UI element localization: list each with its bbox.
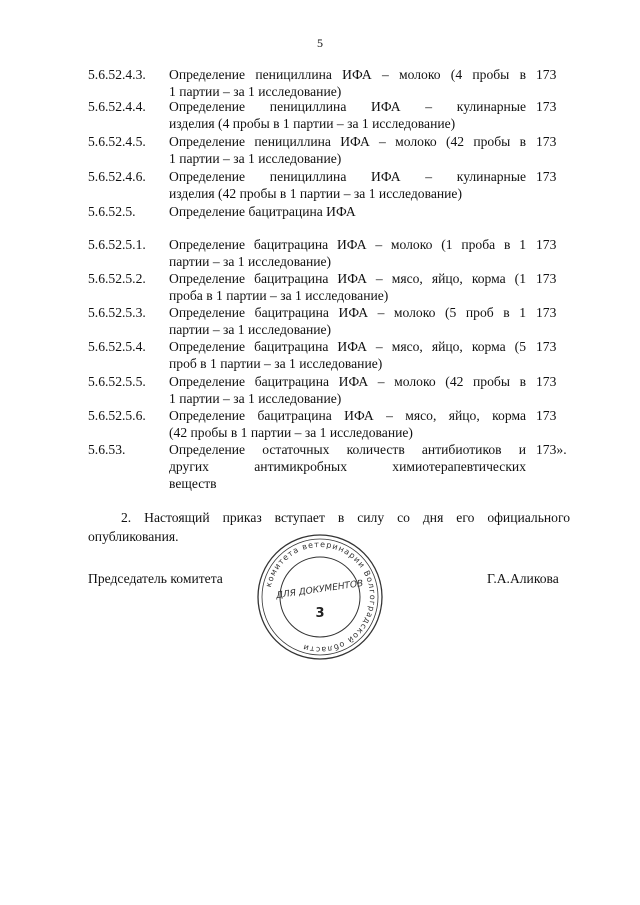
description-line: Определение пенициллина ИФА – кулинарные [169,99,526,114]
description-line: Определение бацитрацина ИФА – мясо, яйцо, корма [169,408,526,423]
description-line: изделия (42 пробы в 1 партии – за 1 исследование) [169,186,462,201]
description-line: Определение пенициллина ИФА – кулинарные [169,169,526,184]
item-code: 5.6.52.4.3. [88,67,146,82]
item-description [169,236,526,270]
paragraph-line: опубликования. [88,529,179,544]
description-line: веществ [169,476,217,491]
item-price: 173 [536,271,557,286]
description-line: Определение пенициллина ИФА – молоко (4 пробы в [169,67,526,82]
item-description [169,441,526,492]
item-code: 5.6.52.5.6. [88,408,146,423]
description-line: партии – за 1 исследование) [169,254,332,269]
description-line: проб в 1 партии – за 1 исследование) [169,356,383,371]
description-line: Определение бацитрацина ИФА – мясо, яйцо, корма (1 [169,271,526,286]
item-description [169,270,526,304]
item-price: 173 [536,134,557,149]
description-line: других антимикробных химиотерапевтических [169,459,526,474]
item-description [169,98,526,132]
item-description [169,66,526,100]
description-line: 1 партии – за 1 исследование) [169,151,342,166]
stamp-middle-text: ДЛЯ ДОКУМЕНТОВ [275,578,364,602]
description-line: Определение бацитрацина ИФА – молоко (1 проба в 1 [169,237,526,252]
description-line: (42 пробы в 1 партии – за 1 исследование) [169,425,413,440]
description-line: 1 партии – за 1 исследование) [169,84,342,99]
description-line: Определение бацитрацина ИФА – молоко (42 пробы в [169,374,526,389]
item-description [169,338,526,372]
item-description [169,168,526,202]
item-code: 5.6.52.4.4. [88,99,146,114]
item-description [169,304,526,338]
description-line: изделия (4 пробы в 1 партии – за 1 исследование) [169,116,456,131]
page-number: 5 [317,36,323,50]
item-code: 5.6.52.5.2. [88,271,146,286]
item-price: 173 [536,305,557,320]
description-line: 1 партии – за 1 исследование) [169,391,342,406]
description-line: Определение бацитрацина ИФА [169,204,356,219]
description-line: Определение бацитрацина ИФА – мясо, яйцо, корма (5 [169,339,526,354]
description-line: Определение бацитрацина ИФА – молоко (5 проб в 1 [169,305,526,320]
description-line: проба в 1 партии – за 1 исследование) [169,288,389,303]
item-description [169,203,526,220]
signatory-name: Г.А.Аликова [487,571,559,586]
item-price: 173 [536,374,557,389]
item-price: 173». [536,442,567,457]
item-price: 173 [536,169,557,184]
item-price: 173 [536,237,557,252]
stamp-outer-text: комитета ветеринарии Волгоградской области [264,539,378,655]
item-description [169,373,526,407]
item-code: 5.6.52.5.1. [88,237,146,252]
item-code: 5.6.52.5.3. [88,305,146,320]
item-price: 173 [536,339,557,354]
item-code: 5.6.52.4.6. [88,169,146,184]
item-description [169,407,526,441]
item-code: 5.6.52.4.5. [88,134,146,149]
item-code: 5.6.52.5.5. [88,374,146,389]
item-price: 173 [536,67,557,82]
item-price: 173 [536,408,557,423]
item-code: 5.6.52.5. [88,204,136,219]
description-line: Определение пенициллина ИФА – молоко (42 пробы в [169,134,526,149]
stamp-number: 3 [315,606,325,621]
description-line: партии – за 1 исследование) [169,322,332,337]
signatory-title: Председатель комитета [88,571,223,586]
official-stamp-seal [255,532,385,662]
paragraph-line: 2. Настоящий приказ вступает в силу со дня его официального [121,510,570,525]
item-code: 5.6.52.5.4. [88,339,146,354]
description-line: Определение остаточных количеств антибиотиков и [169,442,526,457]
item-description [169,133,526,167]
item-code: 5.6.53. [88,442,126,457]
item-price: 173 [536,99,557,114]
